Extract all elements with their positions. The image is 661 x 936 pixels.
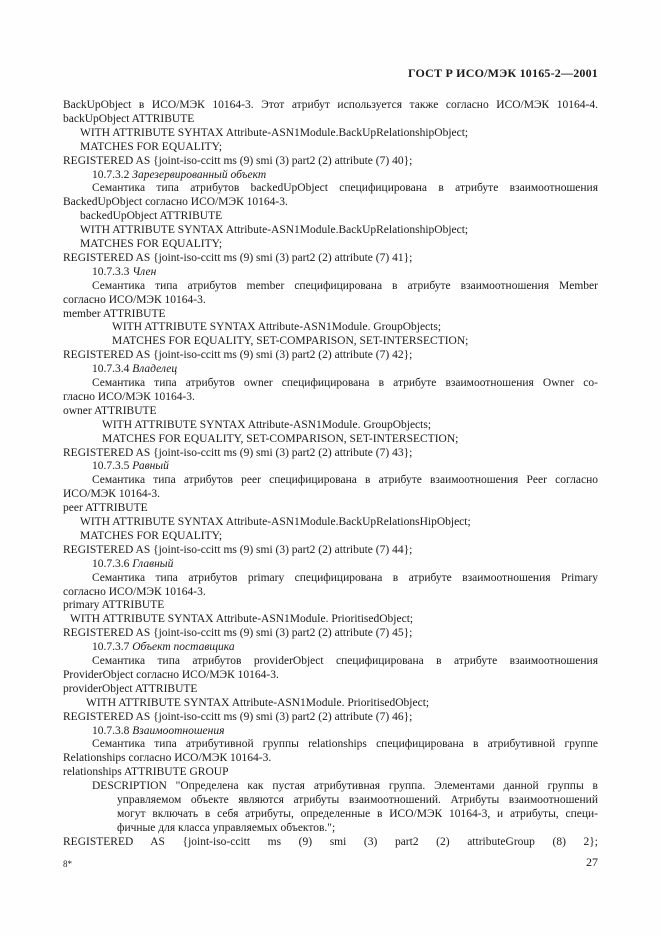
section-title: Зарезервированный объект [132,168,267,181]
section-number: 10.7.3.8 [92,724,130,737]
code-line: backUpObject ATTRIBUTE [63,112,195,125]
section-heading [92,640,598,654]
text-line: Семантика типа атрибутивной группы relationships специфицирована в атрибутивной группе [92,738,598,751]
code-line: могут включать в себя атрибуты, определенные в ИСО/МЭК 10164-3, и атрибуты, специ- [117,807,598,820]
code-line: REGISTERED AS {joint-iso-ccitt ms (9) smi (3) part2 (2) attribute (7) 40}; [63,154,413,167]
code-line: REGISTERED AS {joint-iso-ccitt ms (9) smi (3) part2 (2) attribute (7) 44}; [63,543,413,556]
section-number: 10.7.3.5 [92,460,130,473]
section-number: 10.7.3.4 [92,363,130,376]
text-line: Семантика типа атрибутов member специфицирована в атрибуте взаимоотношения Member [92,279,598,292]
code-line: DESCRIPTION "Определена как пустая атрибутивная группа. Элементами данной группы в [92,780,598,793]
section-heading [92,557,598,571]
text-line: BackUpObject в ИСО/МЭК 10164-3. Этот атрибут используется также согласно ИСО/МЭК 10164-4. [63,99,598,111]
code-line: REGISTERED AS {joint-iso-ccitt ms (9) smi (3) part2 (2) attribute (7) 43}; [63,446,413,459]
code-line: MATCHES FOR EQUALITY, SET-COMPARISON, SET-INTERSECTION; [112,335,469,348]
code-line: primary ATTRIBUTE [63,599,165,612]
text-line: BackedUpObject согласно ИСО/МЭК 10164-3. [63,196,288,209]
code-line: MATCHES FOR EQUALITY; [80,238,223,250]
document-header: ГОСТ Р ИСО/МЭК 10165-2—2001 [407,66,598,80]
code-line: REGISTERED AS {joint-iso-ccitt ms (9) smi (3) part2 (2) attribute (7) 41}; [63,251,413,264]
code-line: REGISTERED AS {joint-iso-ccitt ms (9) smi (3) part2 (2) attribute (7) 46}; [63,710,413,723]
code-line: WITH ATTRIBUTE SYNTAX Attribute-ASN1Module. GroupObjects; [102,418,432,431]
section-heading [92,724,598,738]
footer-mark: 8* [63,859,72,869]
section-title: Владелец [132,363,178,376]
text-line: ИСО/МЭК 10164-3. [63,488,161,501]
section-title: Член [132,265,157,278]
page-number: 27 [586,855,598,869]
code-line: WITH ATTRIBUTE SYNTAX Attribute-ASN1Module.BackUpRelationshipObject; [80,224,469,237]
code-line: WITH ATTRIBUTE SYNTAX Attribute-ASN1Module. PrioritisedObject; [86,696,430,709]
text-line: Relationships согласно ИСО/МЭК 10164-3. [63,752,272,765]
text-line: Семантика типа атрибутов peer специфицирована в атрибуте взаимоотношения Peer согласно [92,474,598,487]
code-line: MATCHES FOR EQUALITY, SET-COMPARISON, SET-INTERSECTION; [102,432,459,445]
code-line: peer ATTRIBUTE [63,502,148,515]
text-line: согласно ИСО/МЭК 10164-3. [63,293,206,306]
section-title: Равный [132,460,169,473]
code-line: управляемом объекте являются атрибуты взаимоотношений. Атрибуты взаимоотношений [117,794,598,806]
section-title: Объект поставщика [132,641,235,654]
code-line: REGISTERED AS {joint-iso-ccitt ms (9) smi (3) part2 (2) attribute (7) 42}; [63,349,413,362]
section-number: 10.7.3.2 [92,168,130,181]
section-number: 10.7.3.3 [92,265,130,278]
section-number: 10.7.3.7 [92,641,130,654]
code-line: MATCHES FOR EQUALITY; [80,140,223,153]
code-line: relationships ATTRIBUTE GROUP [63,766,229,779]
code-line: backedUpObject ATTRIBUTE [80,210,223,223]
section-title: Взаимоотношения [132,724,225,737]
code-line: фичные для класса управляемых объектов."; [117,821,336,834]
text-line: согласно ИСО/МЭК 10164-3. [63,585,206,598]
code-line: owner ATTRIBUTE [63,404,157,417]
section-number: 10.7.3.6 [92,557,130,570]
code-line: REGISTERED AS {joint-iso-ccitt ms (9) smi (3) part2 (2) attribute (7) 45}; [63,627,413,640]
section-title: Главный [132,557,174,570]
text-line: ProviderObject согласно ИСО/МЭК 10164-3. [63,668,279,681]
code-line: WITH ATTRIBUTE SYHTAX Attribute-ASN1Module.BackUpRelationshipObject; [80,126,469,139]
text-line: Семантика типа атрибутов backedUpObject специфицирована в атрибуте взаимоотношения [92,182,598,195]
text-line: Семантика типа атрибутов primary специфицирована в атрибуте взаимоотношения Primary [92,571,598,584]
section-heading [92,459,598,473]
text-line: Семантика типа атрибутов owner специфицирована в атрибуте взаимоотношения Owner со- [92,377,598,389]
text-line: Семантика типа атрибутов providerObject специфицирована в атрибуте взаимоотношения [92,655,598,667]
code-line: WITH ATTRIBUTE SYNTAX Attribute-ASN1Module. GroupObjects; [112,321,442,334]
section-heading [92,265,598,279]
section-heading [92,362,598,376]
code-line: member ATTRIBUTE [63,307,166,320]
text-line: гласно ИСО/МЭК 10164-3. [63,390,195,403]
code-line: providerObject ATTRIBUTE [63,682,198,695]
code-line: MATCHES FOR EQUALITY; [80,529,223,542]
code-line: WITH ATTRIBUTE SYNTAX Attribute-ASN1Module. PrioritisedObject; [70,613,414,626]
section-heading [92,168,598,182]
code-line: WITH ATTRIBUTE SYNTAX Attribute-ASN1Module.BackUpRelationsHipObject; [80,516,471,528]
code-line: REGISTERED AS {joint-iso-ccitt ms (9) smi (3) part2 (2) attributeGroup (8) 2}; [63,835,598,848]
